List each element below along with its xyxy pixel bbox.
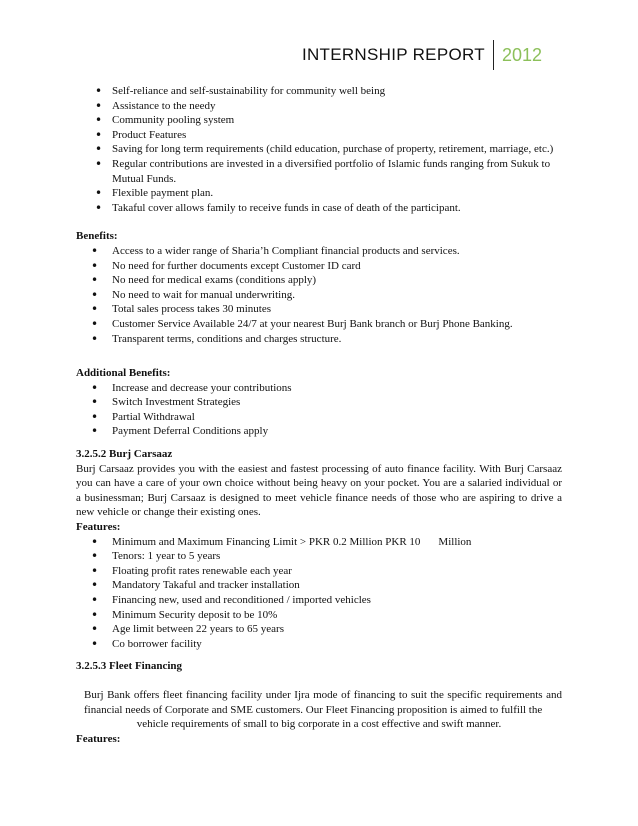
list-item: • Minimum Security deposit to be 10% — [76, 608, 562, 623]
benefits-list — [76, 244, 562, 346]
list-item: • Total sales process takes 30 minutes — [76, 302, 562, 317]
list-item: • Flexible payment plan. — [76, 186, 562, 201]
additional-benefits-heading: Additional Benefits: — [76, 367, 171, 380]
section-heading-fleet: 3.2.5.3 Fleet Financing — [76, 660, 183, 673]
document-body — [76, 84, 562, 746]
list-item: • Customer Service Available 24/7 at your nearest Burj Bank branch or Burj Phone Banking. — [76, 317, 562, 332]
list-item: • Payment Deferral Conditions apply — [76, 424, 562, 439]
list-item: • No need to wait for manual underwriting. — [76, 288, 562, 303]
list-item: • Age limit between 22 years to 65 years — [76, 622, 562, 637]
carsaaz-paragraph: Burj Carsaaz provides you with the easiest and fastest processing of auto finance facility. With Burj Carsaaz you can have a care of your own choice without being heavy on your pocket. You are a salaried individual or a businessman; Burj Carsaaz is designed to meet vehicle finance needs of those who are aspiring to drive a new vehicle or change their existing ones. — [76, 462, 562, 519]
fleet-features-heading: Features: — [76, 732, 121, 745]
additional-benefits-list — [76, 381, 562, 439]
list-item: • Tenors: 1 year to 5 years — [76, 549, 562, 564]
list-item: • Regular contributions are invested in a diversified portfolio of Islamic funds ranging from Sukuk to Mutual Funds. — [76, 157, 562, 186]
list-item: • Partial Withdrawal — [76, 410, 562, 425]
benefits-heading: Benefits: — [76, 230, 118, 243]
carsaaz-features-list — [76, 535, 562, 652]
list-item: • Mandatory Takaful and tracker installation — [76, 578, 562, 593]
report-title: INTERNSHIP REPORT — [302, 40, 494, 70]
fleet-paragraph: Burj Bank offers fleet financing facility under Ijra mode of financing to suit the specific requirements and financial needs of Corporate and SME customers. Our Fleet Financing proposition is aimed to fulfill the — [84, 688, 562, 716]
list-item: • Product Features — [76, 128, 562, 143]
page-header — [302, 40, 542, 70]
list-item: • Floating profit rates renewable each year — [76, 564, 562, 579]
list-item: • No need for medical exams (conditions apply) — [76, 273, 562, 288]
list-item: • Self-reliance and self-sustainability for community well being — [76, 84, 562, 99]
carsaaz-features-heading: Features: — [76, 521, 121, 534]
list-item: • Takaful cover allows family to receive funds in case of death of the participant. — [76, 201, 562, 216]
financing-limit-unit: Million — [438, 535, 472, 548]
financing-limit-text: Minimum and Maximum Financing Limit > PKR 0.2 Million PKR 10 — [112, 535, 421, 548]
list-item: • No need for further documents except Customer ID card — [76, 259, 562, 274]
list-item: • Transparent terms, conditions and charges structure. — [76, 332, 562, 347]
list-item: • Co borrower facility — [76, 637, 562, 652]
list-item: • Community pooling system — [76, 113, 562, 128]
list-item: • Switch Investment Strategies — [76, 395, 562, 410]
list-item: • Assistance to the needy — [76, 99, 562, 114]
list-item — [76, 535, 562, 550]
fleet-paragraph-last-line: vehicle requirements of small to big corporate in a cost effective and swift manner. — [136, 718, 502, 731]
section-heading-carsaaz: 3.2.5.2 Burj Carsaaz — [76, 448, 173, 461]
list-item: • Access to a wider range of Sharia’h Compliant financial products and services. — [76, 244, 562, 259]
list-item: • Saving for long term requirements (child education, purchase of property, retirement, marriage, etc.) — [76, 142, 562, 157]
report-year: 2012 — [501, 45, 542, 65]
list-item: • Financing new, used and reconditioned / imported vehicles — [76, 593, 562, 608]
list-item: • Increase and decrease your contributions — [76, 381, 562, 396]
product-list — [76, 84, 562, 215]
